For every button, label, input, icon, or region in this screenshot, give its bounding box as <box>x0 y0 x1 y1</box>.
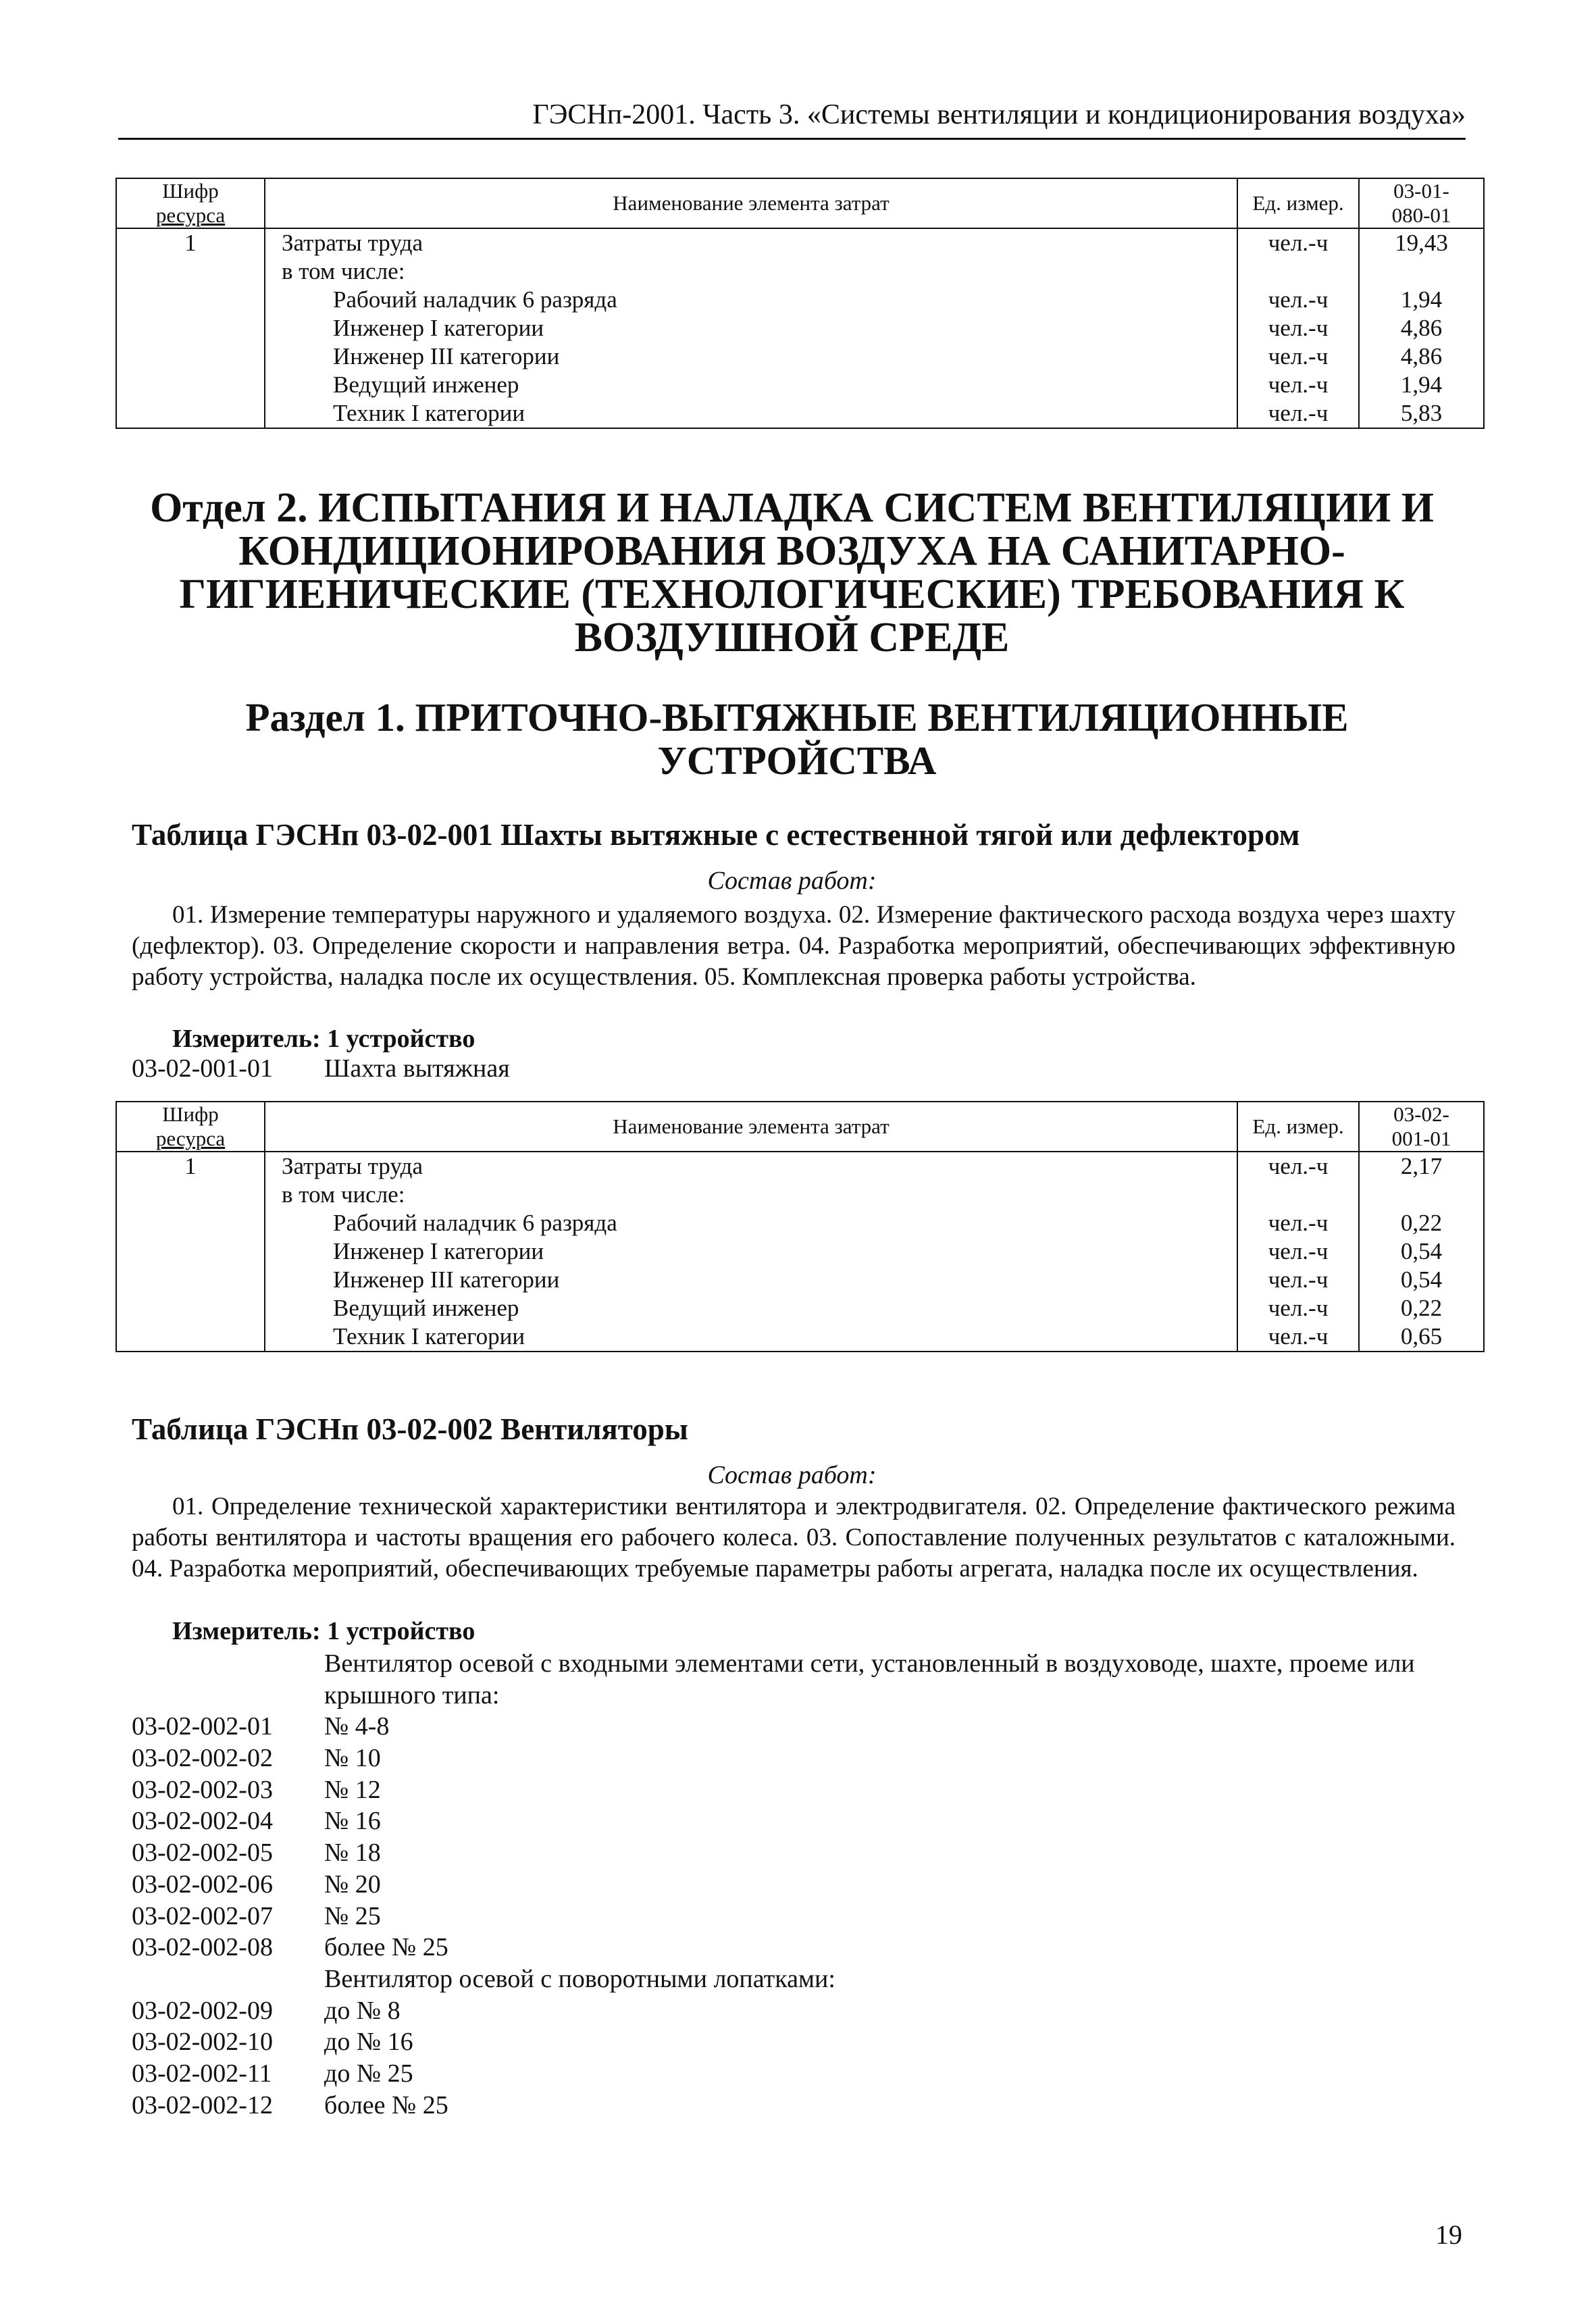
running-header <box>118 95 1466 140</box>
list-item <box>132 1711 1469 1743</box>
item-code: 03-02-002-02 <box>132 1744 273 1773</box>
resource-code: 1 <box>116 228 265 428</box>
list-item: Ведущий инженер <box>333 1295 519 1321</box>
list-item <box>132 2058 1469 2090</box>
col-unit-header: Ед. измер. <box>1237 178 1359 228</box>
list-item: Инженер III категории <box>333 1266 560 1293</box>
table-row <box>116 1152 1484 1352</box>
group2-title: Вентилятор осевой с поворотными лопатками: <box>324 1964 835 1993</box>
list-item: Рабочий наладчик 6 разряда <box>333 1210 617 1236</box>
list-item: Инженер III категории <box>333 343 560 369</box>
item-name: № 12 <box>324 1775 381 1804</box>
list-item: Затраты труда <box>282 1153 423 1179</box>
col-unit-header: Ед. измер. <box>1237 1102 1359 1152</box>
list-item: в том числе: <box>282 1181 405 1208</box>
values: 2,17 0,22 0,54 0,54 0,22 0,65 <box>1359 1152 1484 1352</box>
running-title: ГЭСНп-2001. Часть 3. «Системы вентиляции и кондиционирования воздуха» <box>532 99 1466 130</box>
list-item: Рабочий наладчик 6 разряда <box>333 286 617 313</box>
measure-unit: Измеритель: 1 устройство <box>172 1025 475 1053</box>
list-item: Инженер I категории <box>333 315 544 341</box>
group-title <box>132 1963 1469 1995</box>
item-name: № 16 <box>324 1807 381 1836</box>
col-value-header: 03-01- 080-01 <box>1359 178 1484 228</box>
item-name: Шахта вытяжная <box>324 1054 510 1083</box>
otdel-title: Отдел 2. ИСПЫТАНИЯ И НАЛАДКА СИСТЕМ ВЕНТИЛЯЦИИ И КОНДИЦИОНИРОВАНИЯ ВОЗДУХА НА САНИТАРНО-ГИГИЕНИЧЕСКИЕ (ТЕХНОЛОГИЧЕСКИЕ) ТРЕБОВАНИЯ К ВОЗДУШНОЙ СРЕДЕ <box>150 485 1434 661</box>
list-item: Инженер I категории <box>333 1238 544 1264</box>
item-name: № 4-8 <box>324 1712 390 1741</box>
col-code-header: Шифр ресурса <box>116 178 265 228</box>
col-name-header: Наименование элемента затрат <box>265 178 1237 228</box>
list-item <box>132 1932 1469 1963</box>
group-title <box>132 1648 1469 1711</box>
item-line <box>132 1054 510 1083</box>
list-item: в том числе: <box>282 258 405 284</box>
sostav-label: Состав работ: <box>707 1461 877 1489</box>
table-title-03-02-002: Таблица ГЭСНп 03-02-002 Вентиляторы <box>132 1412 688 1446</box>
resource-table-03-02-001 <box>115 1101 1485 1352</box>
razdel-title: Раздел 1. ПРИТОЧНО-ВЫТЯЖНЫЕ ВЕНТИЛЯЦИОННЫЕ УСТРОЙСТВА <box>245 695 1349 783</box>
col-code-header: Шифр ресурса <box>116 1102 265 1152</box>
list-item <box>132 1901 1469 1932</box>
resource-code: 1 <box>116 1152 265 1352</box>
units: чел.-ч чел.-ч чел.-ч чел.-ч чел.-ч чел.-ч <box>1237 228 1359 428</box>
list-item <box>132 1774 1469 1806</box>
item-name: № 25 <box>324 1901 381 1930</box>
list-item <box>132 2026 1469 2058</box>
item-code: 03-02-002-05 <box>132 1839 273 1868</box>
item-name: № 20 <box>324 1870 381 1899</box>
item-name: до № 25 <box>324 2059 413 2088</box>
table-row <box>116 228 1484 428</box>
item-code: 03-02-002-06 <box>132 1870 273 1899</box>
cost-element-names <box>265 1152 1237 1352</box>
list-item <box>132 1995 1469 2027</box>
cost-element-names <box>265 228 1237 428</box>
item-name: более № 25 <box>324 1933 448 1962</box>
item-name: до № 16 <box>324 2028 413 2057</box>
list-item: Затраты труда <box>282 230 423 256</box>
item-name: № 18 <box>324 1839 381 1868</box>
list-item <box>132 1837 1469 1869</box>
item-name: № 10 <box>324 1744 381 1773</box>
list-item: Техник I категории <box>333 1323 525 1349</box>
sostav-text: 01. Измерение температуры наружного и удаляемого воздуха. 02. Измерение фактического расхода воздуха через шахту (дефлектор). 03. Определение скорости и направления ветра. 04. Разработка мероприятий, обеспечивающих эффективную работу устройства, наладка после их осуществления. 05. Комплексная проверка работы устройства. <box>132 901 1456 991</box>
item-code: 03-02-002-08 <box>132 1933 273 1962</box>
list-item <box>132 1805 1469 1837</box>
measure-unit: Измеритель: 1 устройство <box>172 1617 475 1645</box>
col-value-header: 03-02- 001-01 <box>1359 1102 1484 1152</box>
group1-title: Вентилятор осевой с входными элементами сети, установленный в воздуховоде, шахте, проеме или крышного типа: <box>324 1649 1415 1709</box>
values: 19,43 1,94 4,86 4,86 1,94 5,83 <box>1359 228 1484 428</box>
item-code: 03-02-002-04 <box>132 1807 273 1836</box>
page-number: 19 <box>1435 2219 1462 2250</box>
units: чел.-ч чел.-ч чел.-ч чел.-ч чел.-ч чел.-ч <box>1237 1152 1359 1352</box>
item-list <box>132 1648 1469 2121</box>
table-title-03-02-001: Таблица ГЭСНп 03-02-001 Шахты вытяжные с естественной тягой или дефлектором <box>132 818 1300 852</box>
col-name-header: Наименование элемента затрат <box>265 1102 1237 1152</box>
list-item <box>132 1743 1469 1774</box>
list-item <box>132 2090 1469 2122</box>
item-code: 03-02-002-01 <box>132 1712 273 1741</box>
list-item: Ведущий инженер <box>333 371 519 398</box>
item-name: более № 25 <box>324 2090 448 2119</box>
list-item: Техник I категории <box>333 400 525 426</box>
sostav-label: Состав работ: <box>707 867 877 895</box>
item-code: 03-02-002-12 <box>132 2090 273 2119</box>
resource-table-03-01-080 <box>115 178 1485 429</box>
item-code: 03-02-002-10 <box>132 2028 273 2057</box>
item-code: 03-02-002-03 <box>132 1775 273 1804</box>
item-code: 03-02-001-01 <box>132 1054 273 1083</box>
list-item <box>132 1869 1469 1901</box>
item-name: до № 8 <box>324 1996 401 2025</box>
item-code: 03-02-002-09 <box>132 1996 273 2025</box>
table-header-row <box>116 1102 1484 1152</box>
item-code: 03-02-002-07 <box>132 1901 273 1930</box>
table-header-row <box>116 178 1484 228</box>
sostav-text: 01. Определение технической характеристики вентилятора и электродвигателя. 02. Определение фактического режима работы вентилятора и частоты вращения его рабочего колеса. 03. Сопоставление полученных результатов с каталожными. 04. Разработка мероприятий, обеспечивающих требуемые параметры работы агрегата, наладка после их осуществления. <box>132 1493 1456 1583</box>
item-code: 03-02-002-11 <box>132 2059 272 2088</box>
